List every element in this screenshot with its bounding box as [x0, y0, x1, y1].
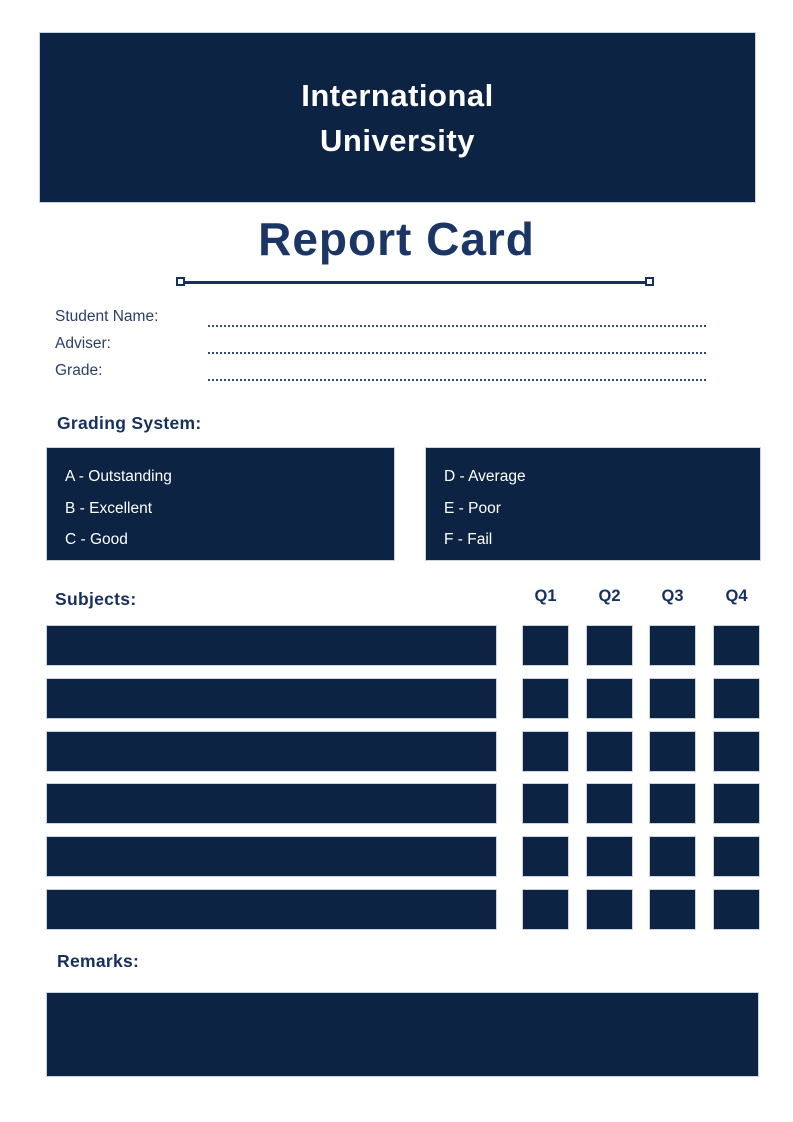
grade-cell-q4[interactable]	[713, 889, 760, 930]
grade-cell-q3[interactable]	[649, 889, 696, 930]
field-fill-line[interactable]	[208, 336, 706, 354]
subject-row	[0, 836, 793, 877]
field-label: Adviser:	[55, 335, 111, 352]
university-name-line1: International	[301, 77, 494, 113]
grading-legend-item: C - Good	[65, 531, 128, 548]
grade-cell-q2[interactable]	[586, 783, 633, 824]
subject-name-field[interactable]	[46, 783, 497, 824]
subject-name-field[interactable]	[46, 678, 497, 719]
grade-cell-q1[interactable]	[522, 889, 569, 930]
subject-row	[0, 783, 793, 824]
divider-right-handle[interactable]	[645, 277, 654, 286]
subject-name-field[interactable]	[46, 836, 497, 877]
grade-cell-q4[interactable]	[713, 625, 760, 666]
subjects-heading: Subjects:	[55, 589, 137, 609]
subject-row	[0, 625, 793, 666]
grading-system-heading: Grading System:	[57, 413, 202, 433]
grade-cell-q1[interactable]	[522, 731, 569, 772]
grade-cell-q4[interactable]	[713, 678, 760, 719]
grade-cell-q2[interactable]	[586, 625, 633, 666]
divider-line	[180, 281, 650, 284]
remarks-field[interactable]	[46, 992, 759, 1077]
page-title: Report Card	[258, 213, 535, 265]
grade-cell-q2[interactable]	[586, 678, 633, 719]
subject-row	[0, 889, 793, 930]
quarter-header-q3: Q3	[661, 587, 684, 605]
grade-cell-q1[interactable]	[522, 836, 569, 877]
remarks-heading: Remarks:	[57, 951, 140, 971]
quarter-header-q1: Q1	[534, 587, 557, 605]
grade-cell-q3[interactable]	[649, 836, 696, 877]
grade-cell-q1[interactable]	[522, 783, 569, 824]
grade-cell-q1[interactable]	[522, 678, 569, 719]
grade-cell-q4[interactable]	[713, 836, 760, 877]
grade-cell-q4[interactable]	[713, 731, 760, 772]
university-name	[301, 73, 494, 163]
field-fill-line[interactable]	[208, 309, 706, 327]
subject-name-field[interactable]	[46, 731, 497, 772]
grade-cell-q3[interactable]	[649, 625, 696, 666]
grading-legend-item: D - Average	[444, 468, 526, 485]
grade-cell-q4[interactable]	[713, 783, 760, 824]
subject-name-field[interactable]	[46, 889, 497, 930]
grading-legend-left	[46, 447, 395, 561]
grade-cell-q3[interactable]	[649, 731, 696, 772]
university-name-line2: University	[320, 122, 475, 158]
quarter-header-q2: Q2	[598, 587, 621, 605]
quarter-header-q4: Q4	[725, 587, 748, 605]
title-divider	[176, 277, 654, 288]
grade-cell-q2[interactable]	[586, 889, 633, 930]
grade-cell-q3[interactable]	[649, 678, 696, 719]
field-label: Grade:	[55, 362, 103, 379]
grading-legend-item: B - Excellent	[65, 499, 153, 517]
grading-legend-item: E - Poor	[444, 499, 501, 517]
subject-row	[0, 678, 793, 719]
grading-legend-item: F - Fail	[444, 531, 493, 548]
grade-cell-q2[interactable]	[586, 731, 633, 772]
field-fill-line[interactable]	[208, 363, 706, 381]
subject-row	[0, 731, 793, 772]
grade-cell-q3[interactable]	[649, 783, 696, 824]
subject-name-field[interactable]	[46, 625, 497, 666]
grading-legend-right	[425, 447, 761, 561]
grade-cell-q2[interactable]	[586, 836, 633, 877]
university-header	[39, 32, 756, 203]
field-label: Student Name:	[55, 308, 159, 325]
grade-cell-q1[interactable]	[522, 625, 569, 666]
grading-legend-item: A - Outstanding	[65, 468, 172, 485]
divider-left-handle[interactable]	[176, 277, 185, 286]
